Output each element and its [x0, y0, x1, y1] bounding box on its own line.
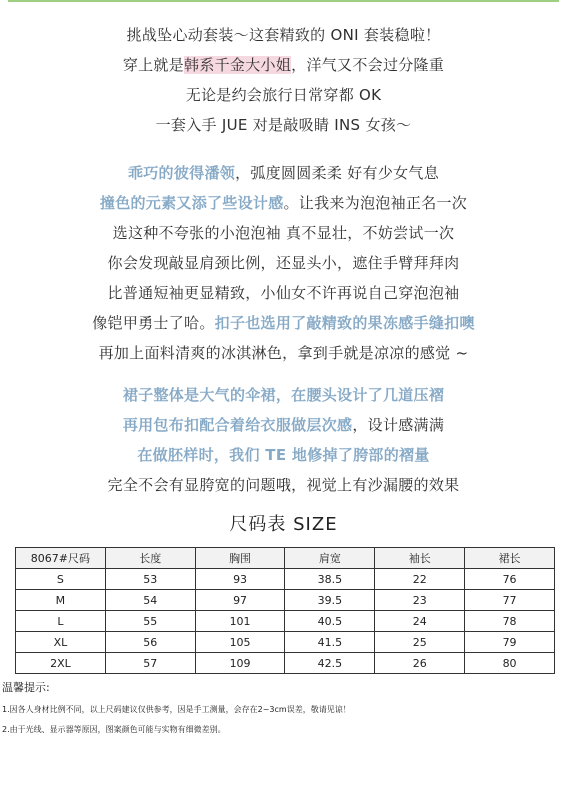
size-table-header-row	[16, 548, 555, 569]
bust-cell: 109	[195, 653, 285, 674]
description-line	[0, 380, 567, 410]
table-row	[16, 569, 555, 590]
intro-line: 一套入手 JUE 对是敲吸睛 INS 女孩～	[155, 116, 412, 134]
size-cell: 2XL	[16, 653, 106, 674]
description-text: ，设计感满满	[352, 416, 445, 434]
header-cell: 肩宽	[285, 548, 375, 569]
bust-cell: 97	[195, 590, 285, 611]
description-line: 比普通短袖更显精致，小仙女不许再说自己穿泡泡袖	[107, 284, 460, 302]
description-line: 选这种不夸张的小泡泡袖 真不显壮，不妨尝试一次	[112, 224, 455, 242]
skirt-length-cell: 79	[465, 632, 555, 653]
highlight-phrase: 乖巧的彼得潘领	[127, 164, 236, 182]
intro-line	[0, 50, 567, 80]
description-line	[0, 158, 567, 188]
size-cell: L	[16, 611, 106, 632]
sleeve-cell: 22	[375, 569, 465, 590]
description-line	[0, 188, 567, 218]
sleeve-cell: 24	[375, 611, 465, 632]
header-cell: 长度	[105, 548, 195, 569]
size-cell: M	[16, 590, 106, 611]
description-text: 。让我来为泡泡袖正名一次	[283, 194, 468, 212]
header-cell: 8067#尺码	[16, 548, 106, 569]
header-cell: 袖长	[375, 548, 465, 569]
highlight-phrase: 韩系千金大小姐	[184, 56, 292, 74]
skirt-description-paragraph	[0, 380, 567, 500]
highlight-phrase: 在做胚样时，我们 TE 地修掉了胯部的褶量	[137, 446, 430, 464]
length-cell: 53	[105, 569, 195, 590]
shoulder-cell: 38.5	[285, 569, 375, 590]
description-line	[0, 308, 567, 338]
skirt-length-cell: 80	[465, 653, 555, 674]
shoulder-cell: 40.5	[285, 611, 375, 632]
table-row	[16, 611, 555, 632]
description-text: ，弧度圆圆柔柔 好有少女气息	[235, 164, 440, 182]
size-chart-title: 尺码表 SIZE	[229, 514, 338, 535]
description-line: 完全不会有显胯宽的问题哦，视觉上有沙漏腰的效果	[107, 476, 460, 494]
note-item: 1.因各人身材比例不同，以上尺码建议仅供参考，因是手工测量，会存在2~3cm误差，敬请见谅！	[2, 705, 351, 714]
length-cell: 56	[105, 632, 195, 653]
description-line	[0, 440, 567, 470]
description-line: 你会发现敲显肩颈比例，还显头小，遮住手臂拜拜肉	[107, 254, 460, 272]
shoulder-cell: 42.5	[285, 653, 375, 674]
notes-title: 温馨提示:	[2, 681, 50, 694]
highlight-phrase: 裙子整体是大气的伞裙，在腰头设计了几道压褶	[122, 386, 445, 404]
notes-section	[2, 680, 562, 736]
skirt-length-cell: 77	[465, 590, 555, 611]
highlight-phrase: 撞色的元素又添了些设计感	[99, 194, 284, 212]
top-description-paragraph	[0, 158, 567, 368]
table-row	[16, 632, 555, 653]
description-line	[0, 410, 567, 440]
size-cell: S	[16, 569, 106, 590]
description-line: 再加上面料清爽的冰淇淋色，拿到手就是凉凉的感觉 ~	[98, 344, 469, 362]
highlight-phrase: 再用包布扣配合着给衣服做层次感	[122, 416, 353, 434]
sleeve-cell: 23	[375, 590, 465, 611]
header-cell: 裙长	[465, 548, 555, 569]
intro-line: 挑战坠心动套装～这套精致的 ONI 套装稳啦！	[126, 26, 441, 44]
bust-cell: 101	[195, 611, 285, 632]
intro-text: ，洋气又不会过分隆重	[291, 56, 445, 74]
table-row	[16, 590, 555, 611]
skirt-length-cell: 76	[465, 569, 555, 590]
bust-cell: 93	[195, 569, 285, 590]
length-cell: 57	[105, 653, 195, 674]
header-cell: 胸围	[195, 548, 285, 569]
shoulder-cell: 39.5	[285, 590, 375, 611]
note-item: 2.由于光线、显示器等原因，图案颜色可能与实物有细微差别。	[2, 725, 226, 734]
description-text: 像铠甲勇士了哈。	[92, 314, 215, 332]
highlight-phrase: 扣子也选用了敲精致的果冻感手缝扣噢	[214, 314, 475, 332]
length-cell: 55	[105, 611, 195, 632]
intro-text: 穿上就是	[122, 56, 185, 74]
shoulder-cell: 41.5	[285, 632, 375, 653]
size-cell: XL	[16, 632, 106, 653]
skirt-length-cell: 78	[465, 611, 555, 632]
table-row	[16, 653, 555, 674]
intro-line: 无论是约会旅行日常穿都 OK	[185, 86, 382, 104]
sleeve-cell: 26	[375, 653, 465, 674]
top-divider	[8, 0, 559, 2]
bust-cell: 105	[195, 632, 285, 653]
intro-paragraph	[0, 20, 567, 140]
sleeve-cell: 25	[375, 632, 465, 653]
length-cell: 54	[105, 590, 195, 611]
size-table	[15, 547, 555, 674]
